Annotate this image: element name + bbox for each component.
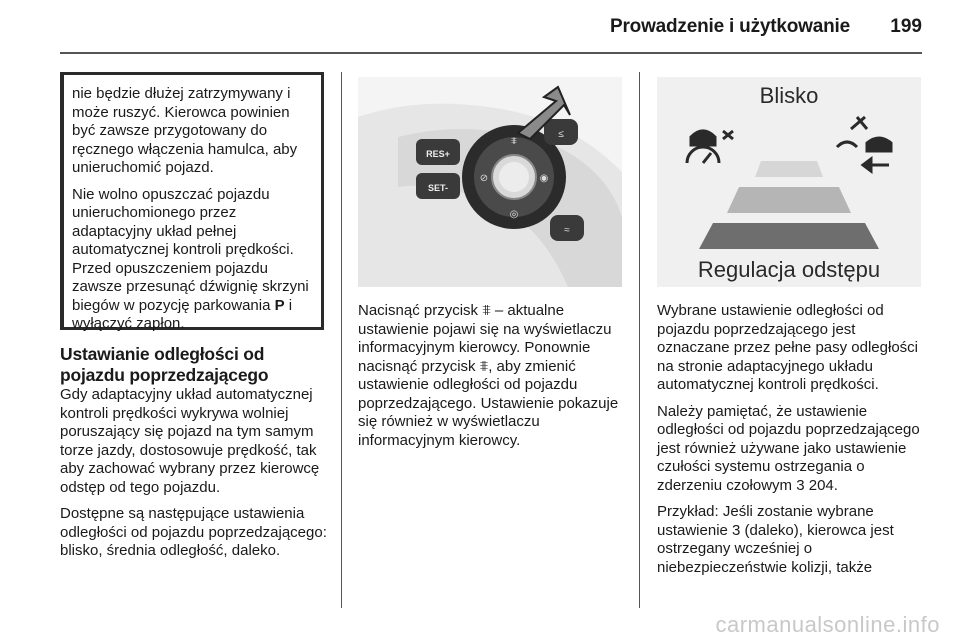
warning-paragraph-2-text: Nie wolno opuszczać pojazdu unieruchomionego przez adaptacyjny układ pełnej automatycznej kontroli prędkości. Przed opuszczeniem pojazdu zawsze przesunąć dźwignię skrzyni biegów w pozycję parkowania	[72, 185, 309, 314]
column2-body	[358, 302, 626, 458]
distance-bar-middle	[727, 187, 851, 213]
section-heading: Ustawianie odległości od pojazdu poprzedzającego	[60, 344, 269, 385]
column3-paragraph-3: Przykład: Jeśli zostanie wybrane ustawienie 3 (daleko), kierowca jest ostrzegany wcześniej o niebezpieczeństwie kolizji, także	[657, 503, 894, 576]
column-divider-right	[639, 72, 640, 608]
res-plus-label: RES+	[426, 149, 450, 159]
distance-bar-far	[699, 223, 879, 249]
page-reference-icon: 3	[796, 476, 805, 494]
distance-button-icon: ⩨	[479, 357, 489, 375]
svg-text:⩨: ⩨	[511, 136, 517, 147]
column2-text-b: – aktualne ustawienie pojawi się na wyświetlaczu informacyjnym kierowcy. Ponownie nacisnąć przycisk	[358, 302, 612, 375]
section-paragraph-2: Dostępne są następujące ustawienia odległości od pojazdu poprzedzającego: blisko, średnia odległość, daleko.	[60, 505, 327, 559]
column3-text-b: 204.	[804, 476, 838, 494]
warning-paragraph-2	[72, 186, 315, 334]
distance-bar-near	[755, 161, 823, 177]
steering-wheel-illustration	[358, 77, 622, 287]
column2-text-a: Nacisnąć przycisk	[358, 302, 483, 319]
svg-text:⊘: ⊘	[479, 173, 489, 184]
svg-text:◉: ◉	[539, 173, 549, 184]
distance-display-image	[657, 77, 921, 287]
column-divider-left	[341, 72, 342, 608]
page-number: 199	[890, 16, 922, 37]
column3-paragraph-2	[657, 403, 925, 496]
column3-text-a: Należy pamiętać, że ustawienie odległości od pojazdu poprzedzającego jest również używane jako ustawienie czułości systemu ostrzegania o zderzeniu czołowym	[657, 402, 920, 494]
section-body	[60, 386, 330, 569]
svg-text:≈: ≈	[564, 225, 570, 236]
warning-park-letter: P	[274, 296, 285, 314]
column2-text-c: , aby zmienić ustawienie odległości od pojazdu poprzedzającego. Ustawienie pokazuje się również w wyświetlaczu informacyjnym kierowcy.	[358, 357, 619, 449]
column3-paragraph-1: Wybrane ustawienie odległości od pojazdu poprzedzającego jest oznaczane przez pełne pasy odległości na stronie adaptacyjnego układu automatycznej kontroli prędkości.	[657, 302, 918, 393]
distance-button-icon: ⩨	[482, 302, 491, 319]
svg-text:◎: ◎	[509, 209, 519, 220]
distance-display-illustration	[657, 77, 921, 287]
column3-body	[657, 302, 925, 585]
column2-paragraph	[358, 302, 626, 450]
page-header-title: Prowadzenie i użytkowanie	[610, 16, 850, 37]
warning-paragraph-1: nie będzie dłużej zatrzymywany i może ruszyć. Kierowca powinien być zawsze przygotowany do ręcznego włączenia hamulca, aby unieruchomić pojazd.	[72, 85, 298, 176]
display-setting-label: Blisko	[759, 83, 819, 108]
section-paragraph-1: Gdy adaptacyjny układ automatycznej kontroli prędkości wykrywa wolniej poruszający się pojazd na tym samym torze jazdy, dostosowuje prędkość, tak aby zachować wybrany przez kierowcę odstęp od tego pojazdu.	[60, 386, 320, 496]
svg-text:≤: ≤	[558, 129, 564, 140]
steering-wheel-controls-image	[358, 77, 622, 287]
watermark: carmanualsonline.info	[715, 612, 940, 637]
set-minus-label: SET-	[427, 183, 449, 193]
display-title-label: Regulacja odstępu	[697, 257, 881, 282]
warning-paragraph-2-end: i wyłączyć zapłon.	[72, 296, 293, 332]
warning-box	[60, 72, 324, 330]
header-rule	[60, 52, 922, 54]
